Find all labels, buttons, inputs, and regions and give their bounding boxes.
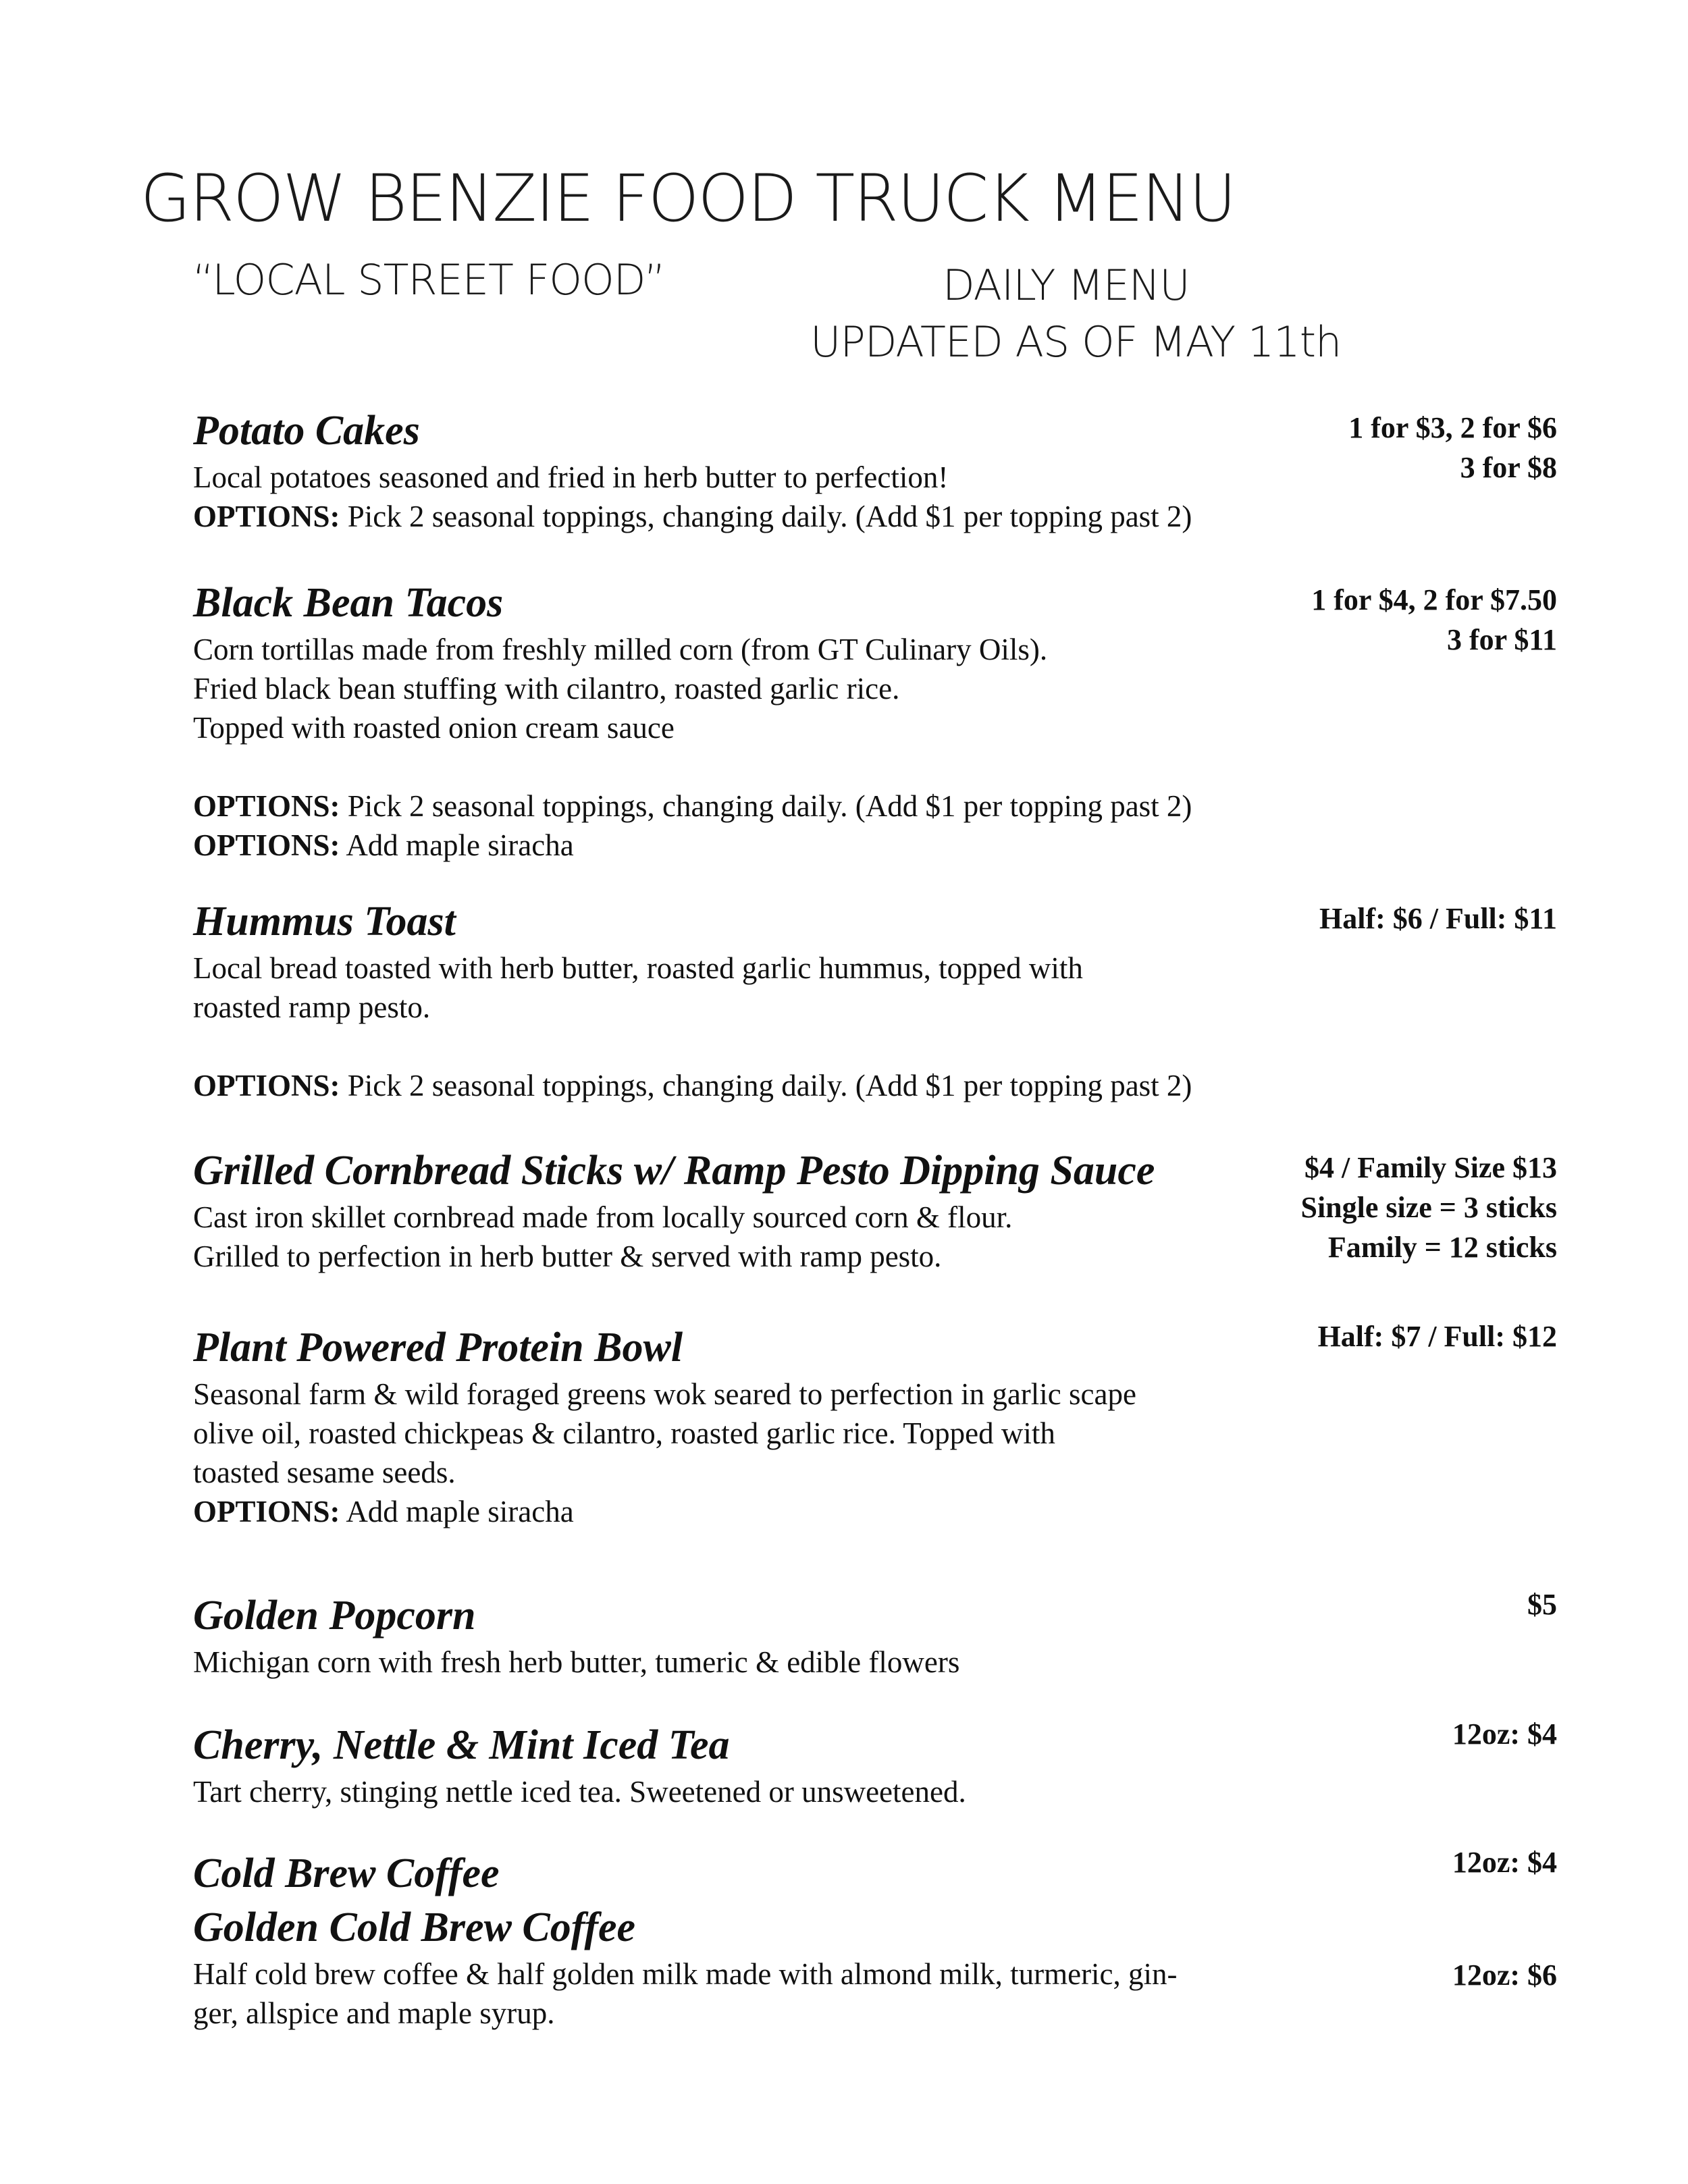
menu-item-plant-powered-protein-bowl — [193, 1321, 1557, 1531]
item-options — [193, 1066, 1557, 1105]
item-price — [1348, 408, 1557, 487]
menu-item-golden-popcorn — [193, 1589, 1557, 1682]
item-price — [1527, 1584, 1557, 1624]
item-description: Grilled to perfection in herb butter & served with ramp pesto. — [193, 1240, 942, 1273]
item-description: Half cold brew coffee & half golden milk made with almond milk, turmeric, gin- — [193, 1957, 1178, 1991]
item-description: Fried black bean stuffing with cilantro, roasted garlic rice. — [193, 672, 900, 705]
daily-menu-label: DAILY MENU — [943, 261, 1190, 310]
item-price — [1452, 1714, 1557, 1754]
menu-item-potato-cakes — [193, 404, 1557, 536]
updated-date: UPDATED AS OF MAY 11th — [810, 317, 1342, 367]
item-price — [1318, 1316, 1557, 1356]
item-price — [1300, 1148, 1557, 1267]
price-line: 3 for $8 — [1460, 451, 1557, 484]
price-line: 1 for $4, 2 for $7.50 — [1311, 583, 1557, 616]
options-label: OPTIONS: — [193, 1495, 340, 1528]
price-line: $4 / Family Size $13 — [1304, 1151, 1557, 1184]
item-description: ger, allspice and maple syrup. — [193, 1996, 555, 2030]
item-name: Golden Cold Brew Coffee — [193, 1905, 635, 1950]
price-line: Single size = 3 sticks — [1300, 1191, 1557, 1224]
menu-item-grilled-cornbread-sticks — [193, 1144, 1557, 1276]
item-name: Golden Popcorn — [193, 1593, 476, 1639]
options-text: Add maple siracha — [346, 1495, 574, 1528]
item-description: Cast iron skillet cornbread made from locally sourced corn & flour. — [193, 1200, 1013, 1234]
item-description: Seasonal farm & wild foraged greens wok seared to perfection in garlic scape — [193, 1377, 1136, 1411]
options-text: Pick 2 seasonal toppings, changing daily. (Add $1 per topping past 2) — [347, 1069, 1192, 1102]
price-line: 12oz: $4 — [1452, 1717, 1557, 1751]
menu-item-iced-tea — [193, 1718, 1557, 1811]
price-line: 3 for $11 — [1447, 623, 1557, 656]
menu-item-hummus-toast — [193, 895, 1557, 1105]
menu-title: GROW BENZIE FOOD TRUCK MENU — [140, 161, 1236, 236]
price-line: 12oz: $4 — [1452, 1846, 1557, 1879]
price-line: Half: $7 / Full: $12 — [1317, 1320, 1557, 1353]
options-label: OPTIONS: — [193, 1069, 340, 1102]
item-description: roasted ramp pesto. — [193, 990, 431, 1024]
menu-tagline: “LOCAL STREET FOOD” — [192, 255, 665, 304]
options-label: OPTIONS: — [193, 500, 340, 533]
item-name: Grilled Cornbread Sticks w/ Ramp Pesto Dipping Sauce — [193, 1148, 1155, 1194]
item-options — [193, 1492, 1557, 1531]
item-description: toasted sesame seeds. — [193, 1456, 456, 1489]
options-label: OPTIONS: — [193, 828, 340, 862]
price-line: 1 for $3, 2 for $6 — [1348, 411, 1557, 444]
item-description: Topped with roasted onion cream sauce — [193, 711, 675, 745]
menu-item-golden-cold-brew-coffee — [193, 1900, 1557, 2033]
item-name: Cold Brew Coffee — [193, 1850, 500, 1896]
options-text: Pick 2 seasonal toppings, changing daily. (Add $1 per topping past 2) — [347, 500, 1192, 533]
item-description: Tart cherry, stinging nettle iced tea. Sweetened or unsweetened. — [193, 1775, 966, 1809]
item-name: Potato Cakes — [193, 408, 420, 454]
item-price — [1452, 1955, 1557, 1995]
menu-item-black-bean-tacos — [193, 576, 1557, 865]
item-description: Local bread toasted with herb butter, roasted garlic hummus, topped with — [193, 951, 1083, 985]
item-description: Michigan corn with fresh herb butter, tumeric & edible flowers — [193, 1645, 960, 1679]
price-line: Half: $6 / Full: $11 — [1319, 902, 1557, 935]
price-line: Family = 12 sticks — [1327, 1231, 1557, 1264]
item-price — [1311, 580, 1557, 660]
options-text: Add maple siracha — [346, 828, 574, 862]
item-description: olive oil, roasted chickpeas & cilantro, roasted garlic rice. Topped with — [193, 1416, 1055, 1450]
item-options — [193, 787, 1557, 826]
price-line: $5 — [1527, 1588, 1557, 1621]
options-label: OPTIONS: — [193, 789, 340, 823]
item-name: Black Bean Tacos — [193, 580, 504, 626]
item-options — [193, 826, 1557, 865]
item-name: Hummus Toast — [193, 899, 456, 944]
menu-item-cold-brew-coffee — [193, 1846, 1557, 1900]
item-name: Cherry, Nettle & Mint Iced Tea — [193, 1722, 730, 1768]
item-price — [1452, 1842, 1557, 1882]
options-text: Pick 2 seasonal toppings, changing daily. (Add $1 per topping past 2) — [347, 789, 1192, 823]
item-description: Local potatoes seasoned and fried in herb butter to perfection! — [193, 460, 949, 494]
price-line: 12oz: $6 — [1452, 1959, 1557, 1992]
item-price — [1319, 899, 1557, 938]
item-name: Plant Powered Protein Bowl — [193, 1325, 683, 1370]
item-options — [193, 497, 1557, 536]
item-description: Corn tortillas made from freshly milled corn (from GT Culinary Oils). — [193, 633, 1048, 666]
